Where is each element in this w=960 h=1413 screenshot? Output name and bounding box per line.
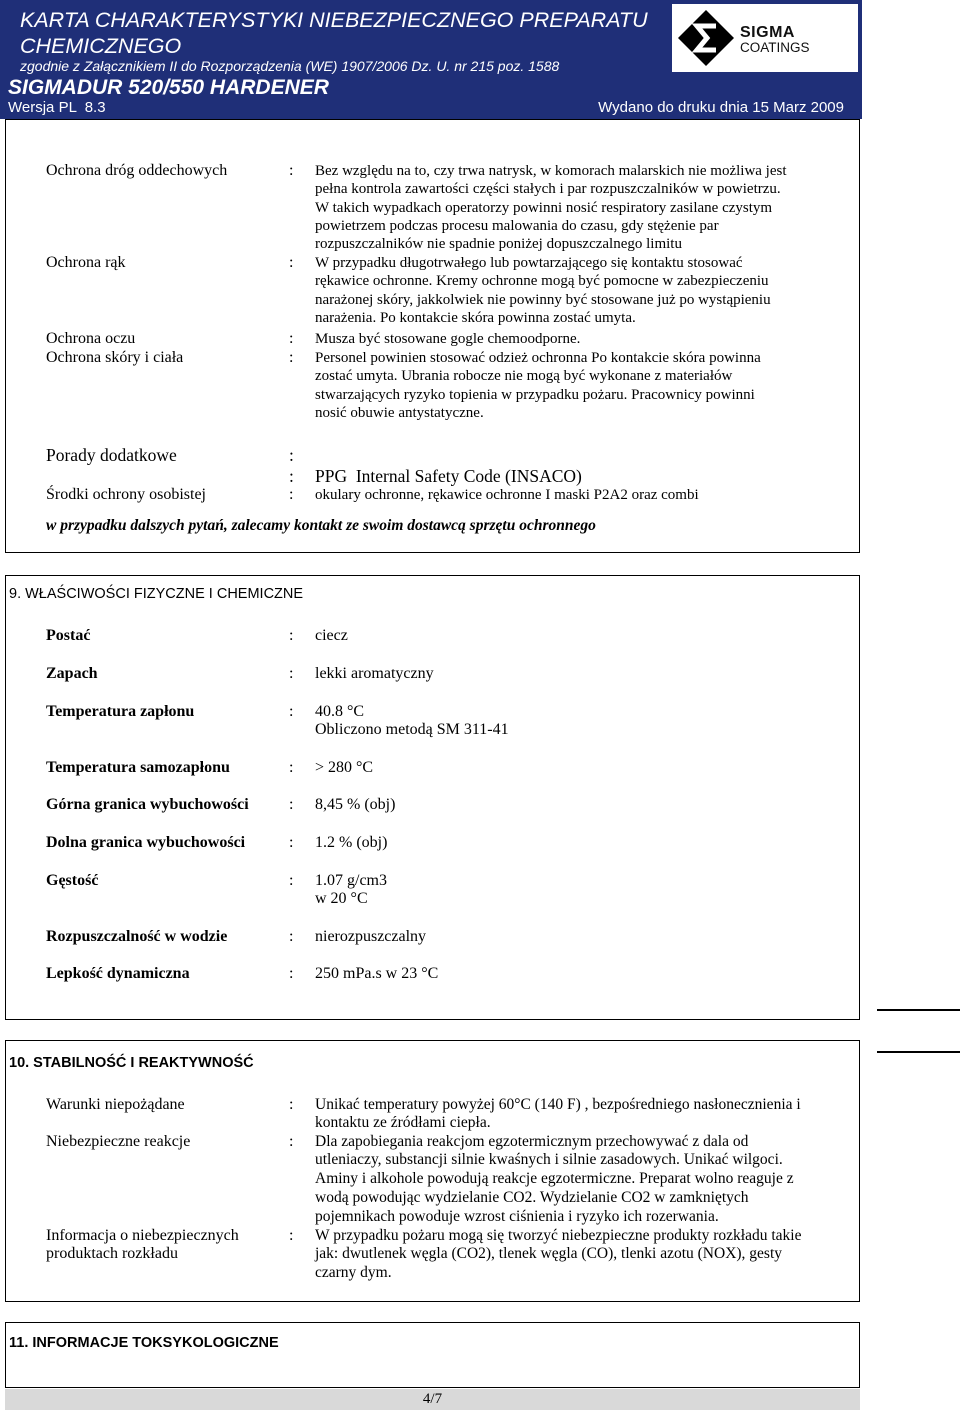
property-label-line: Gęstość: [46, 872, 99, 889]
property-value-line: rozpuszczalników nie spadnie poniżej dopuszczalnego limitu: [315, 236, 682, 253]
separator-colon: :: [289, 834, 294, 851]
property-value-line: nosić obuwie antystatyczne.: [315, 405, 484, 422]
property-value-line: nierozpuszczalny: [315, 928, 427, 945]
property-value-line: lekki aromatyczny: [315, 665, 434, 682]
property-label-line: Zapach: [46, 665, 98, 682]
property-label: [46, 330, 284, 348]
property-label: [46, 759, 284, 777]
property-label-line: Ochrona skóry i ciała: [46, 348, 184, 366]
property-value: [315, 349, 761, 423]
property-label: [46, 349, 284, 367]
property-value: [315, 872, 387, 908]
separator-colon: :: [289, 703, 294, 720]
property-label-line: Temperatura zapłonu: [46, 703, 195, 720]
version-label: Wersja PL 8.3: [8, 99, 106, 116]
property-value-line: W przypadku pożaru mogą się tworzyć niebezpieczne produkty rozkładu takie: [315, 1226, 802, 1244]
property-label: [46, 965, 284, 983]
separator-colon: :: [289, 348, 294, 366]
property-value-line: czarny dym.: [315, 1264, 392, 1282]
company-logo: [672, 4, 858, 72]
property-value-line: W takich wypadkach operatorzy powinni nosić respiratory zasilane czystym: [315, 199, 773, 216]
logo-subtitle: COATINGS: [740, 40, 810, 55]
property-value-line: narażonej skóry, jakkolwiek nie powinny być stosowane już po wystąpieniu: [315, 291, 771, 308]
property-label: [46, 1227, 284, 1265]
page-footer: [5, 1389, 860, 1410]
property-label: [46, 445, 284, 466]
issue-date: Wydano do druku dnia 15 Marz 2009: [598, 99, 844, 116]
page-number: 4/7: [422, 1391, 443, 1407]
property-value: [315, 703, 509, 739]
property-value-line: ciecz: [315, 627, 348, 644]
property-label: [46, 665, 284, 683]
section-title: 11. INFORMACJE TOKSYKOLOGICZNE: [9, 1335, 279, 1351]
property-value-line: Unikać temperatury powyżej 60°C (140 F) , bezpośredniego nasłonecznienia i: [315, 1095, 801, 1113]
property-value-line: jak: dwutlenek węgla (CO2), tlenek węgla (CO), tlenki azotu (NOX), gesty: [315, 1245, 783, 1263]
property-label-line: Temperatura samozapłonu: [46, 759, 230, 776]
property-label-line: Warunki niepożądane: [46, 1095, 185, 1113]
property-value-line: Obliczono metodą SM 311-41: [315, 721, 509, 738]
property-value-line: kontaktu ze źródłami ciepła.: [315, 1114, 491, 1132]
property-value-line: w 20 °C: [315, 890, 368, 907]
property-label: [46, 928, 284, 946]
property-label: [46, 627, 284, 645]
property-value-line: powietrzem podczas procesu malowania do czasu, gdy stężenie par: [315, 218, 719, 235]
logo-name: SIGMA: [740, 24, 795, 41]
property-value: [315, 330, 580, 348]
property-label: [46, 703, 284, 721]
revision-marker: [877, 1009, 960, 1011]
property-value: [315, 1133, 794, 1227]
property-label-line: Lepkość dynamiczna: [46, 965, 190, 982]
property-value-line: W przypadku długotrwałego lub powtarzającego się kontaktu stosować: [315, 254, 743, 271]
property-value-line: 1.2 % (obj): [315, 834, 388, 851]
document-title-continued: CHEMICZNEGO: [20, 34, 182, 58]
property-value-line: wodą powodując wydzielanie CO2. Wydzielanie CO2 w zamkniętych: [315, 1188, 749, 1206]
regulation-reference: zgodnie z Załącznikiem II do Rozporządzenia (WE) 1907/2006 Dz. U. nr 215 poz. 1588: [20, 58, 560, 74]
property-label: [46, 872, 284, 890]
physical-chemical-properties-section: [5, 575, 860, 1020]
stability-reactivity-section: [5, 1040, 860, 1302]
document-title: KARTA CHARAKTERYSTYKI NIEBEZPIECZNEGO PREPARATU: [20, 8, 648, 32]
property-label-line: Ochrona oczu: [46, 329, 136, 347]
property-value: [315, 1227, 801, 1283]
property-label-line: Dolna granica wybuchowości: [46, 834, 246, 851]
property-value-line: > 280 °C: [315, 759, 374, 776]
property-label-line: Ochrona dróg oddechowych: [46, 161, 228, 179]
property-value-line: 40.8 °C: [315, 703, 365, 720]
property-value-line: pojemnikach powoduje wzrost ciśnienia i ryzyko ich rozerwania.: [315, 1207, 719, 1225]
separator-colon: :: [289, 329, 294, 347]
separator-colon: :: [289, 161, 294, 179]
property-value-line: Personel powinien stosować odzież ochronna Po kontakcie skóra powinna: [315, 349, 761, 366]
separator-colon: :: [289, 485, 294, 503]
property-label-line: Porady dodatkowe: [46, 444, 177, 465]
property-value: [315, 466, 582, 487]
property-label-line: Środki ochrony osobistej: [46, 485, 206, 503]
property-value-line: okulary ochronne, rękawice ochronne I maski P2A2 oraz combi: [315, 486, 699, 503]
property-value: [315, 665, 434, 683]
separator-colon: :: [289, 965, 294, 982]
property-value: [315, 254, 771, 328]
product-name: SIGMADUR 520/550 HARDENER: [8, 76, 329, 99]
property-value-line: Dla zapobiegania reakcjom egzotermicznym przechowywać z dala od: [315, 1132, 749, 1150]
property-label: [46, 162, 284, 180]
supplier-contact-note: w przypadku dalszych pytań, zalecamy kontakt ze swoim dostawcą sprzętu ochronnego: [46, 517, 596, 534]
property-value-line: Aminy i alkohole powodują reakcje egzotermiczne. Preparat wolno reaguje z: [315, 1170, 794, 1188]
property-label: [46, 834, 284, 852]
separator-colon: :: [289, 796, 294, 813]
separator-colon: :: [289, 759, 294, 776]
property-label: [46, 1133, 284, 1152]
property-value-line: Musza być stosowane gogle chemoodporne.: [315, 330, 581, 347]
property-value-line: 1.07 g/cm3: [315, 872, 387, 889]
property-label-line: Niebezpieczne reakcje: [46, 1132, 191, 1150]
property-value: [315, 796, 395, 814]
separator-colon: :: [289, 872, 294, 889]
property-value: [315, 759, 373, 777]
property-value-line: narażenia. Po kontakcie skóra powinna zostać umyta.: [315, 310, 636, 327]
separator-colon: :: [289, 465, 294, 486]
property-value: [315, 162, 787, 254]
property-label-line: Rozpuszczalność w wodzie: [46, 928, 228, 945]
section-title: 10. STABILNOŚĆ I REAKTYWNOŚĆ: [9, 1055, 254, 1071]
property-value: [315, 965, 438, 983]
section-title: 9. WŁAŚCIWOŚCI FIZYCZNE I CHEMICZNE: [9, 586, 304, 602]
property-label-line: Górna granica wybuchowości: [46, 796, 249, 813]
property-value-line: utleniaczy, substancji silnie kwaśnych i silnie zasadowych. Unikać wilgoci.: [315, 1151, 783, 1169]
property-label-line: Postać: [46, 627, 91, 644]
property-label-line: Informacja o niebezpiecznych: [46, 1226, 239, 1244]
property-value: [315, 834, 387, 852]
document-header: [0, 0, 862, 119]
toxicological-information-section: [5, 1322, 860, 1388]
property-label: [46, 254, 284, 272]
property-value-line: PPG Internal Safety Code (INSACO): [315, 465, 582, 486]
separator-colon: :: [289, 1095, 294, 1113]
property-value-line: Bez względu na to, czy trwa natrysk, w komorach malarskich nie możliwa jest: [315, 162, 787, 179]
property-label-line: Ochrona rąk: [46, 253, 126, 271]
separator-colon: :: [289, 444, 294, 465]
property-label: [46, 1096, 284, 1115]
property-value-line: pełna kontrola zawartości części stałych i par rozpuszczalników w powietrzu.: [315, 181, 781, 198]
property-value: [315, 486, 699, 504]
separator-colon: :: [289, 627, 294, 644]
property-label-line: produktach rozkładu: [46, 1245, 178, 1263]
separator-colon: :: [289, 665, 294, 682]
property-value-line: 8,45 % (obj): [315, 796, 396, 813]
property-value-line: stwarzających ryzyko topienia w przypadku pożaru. Pracownicy powinni: [315, 386, 755, 403]
property-value-line: 250 mPa.s w 23 °C: [315, 965, 439, 982]
revision-marker: [877, 1051, 960, 1053]
separator-colon: :: [289, 1226, 294, 1244]
property-value: [315, 627, 348, 645]
property-value-line: rękawice ochronne. Kremy ochronne mogą być pomocne w zabezpieczeniu: [315, 273, 769, 290]
sigma-coatings-logo-icon: [676, 8, 736, 68]
separator-colon: :: [289, 253, 294, 271]
separator-colon: :: [289, 928, 294, 945]
property-value: [315, 1096, 801, 1134]
property-label: [46, 796, 284, 814]
property-label: [46, 486, 284, 504]
exposure-controls-section: [5, 119, 860, 553]
property-value-line: zostać umyta. Ubrania robocze nie mogą być wykonane z materiałów: [315, 368, 733, 385]
separator-colon: :: [289, 1132, 294, 1150]
property-value: [315, 928, 426, 946]
